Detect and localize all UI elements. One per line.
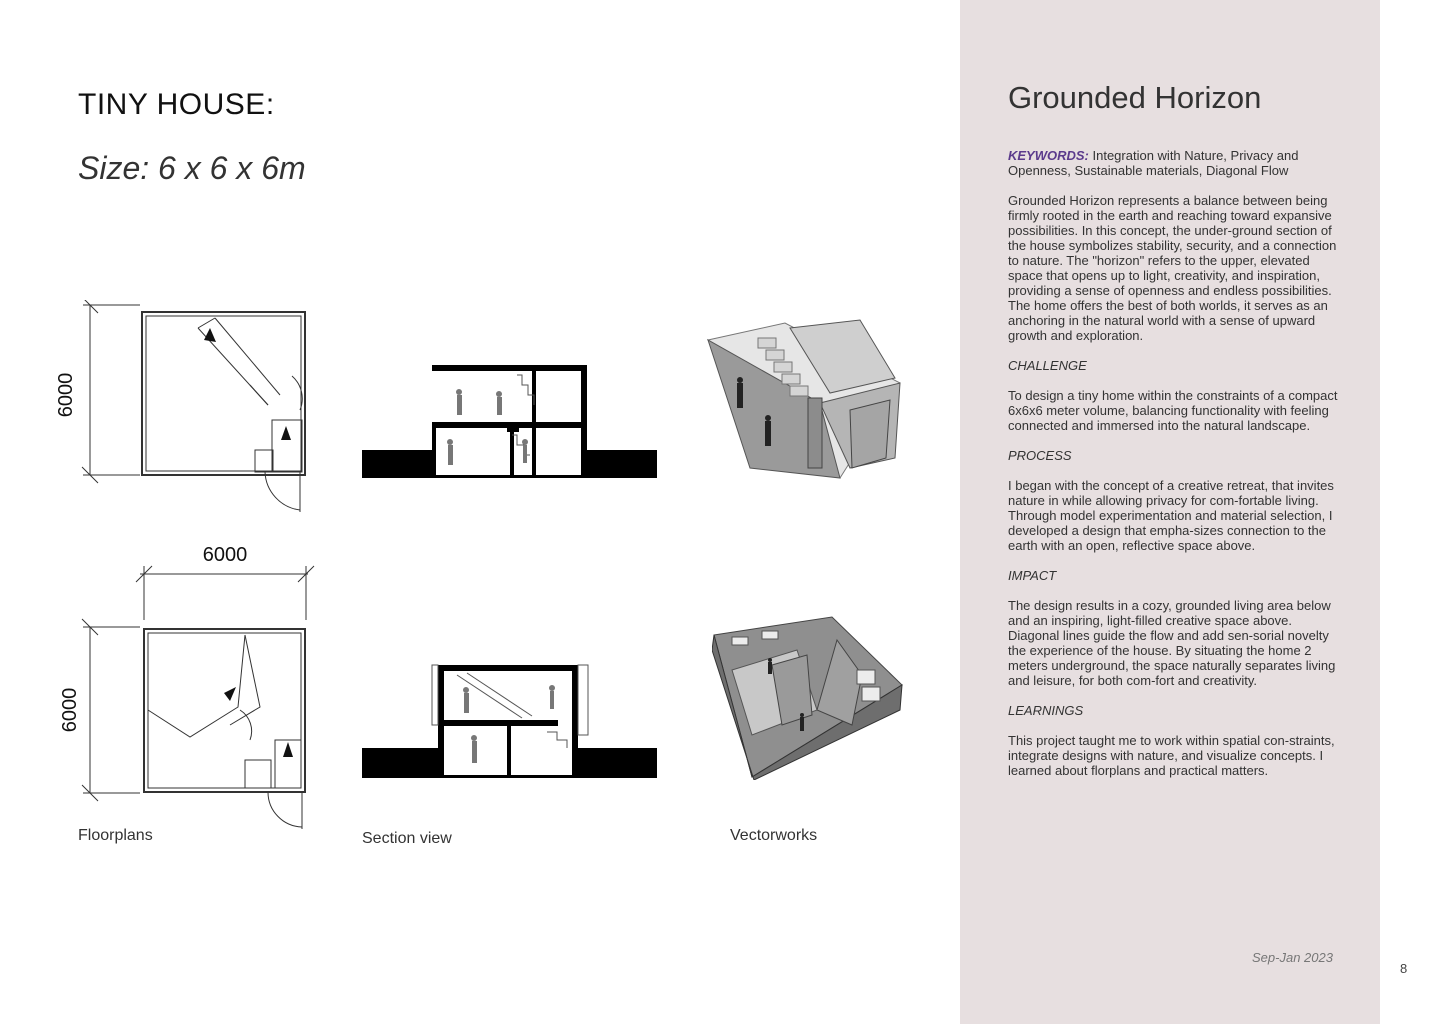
keywords bbox=[1008, 148, 1343, 178]
intro-paragraph: Grounded Horizon represents a balance between being firmly rooted in the earth and reaching toward expansive possibilities. In this concept, the under-ground section of the house symbolizes stability, security, and a connection to nature. The "horizon" refers to the upper, elevated space that opens up to light, creativity, and inspiration, providing a sense of openness and endless possibilities. The home offers the best of both worlds, it serves as an anchoring in the natural world with a sense of upward growth and exploration. bbox=[1008, 193, 1337, 343]
process-heading: PROCESS bbox=[1008, 448, 1072, 463]
page-title: TINY HOUSE: bbox=[78, 88, 275, 121]
keywords-text: Integration with Nature, Privacy and Openness, Sustainable materials, Diagonal Flow bbox=[1008, 148, 1299, 178]
description-panel bbox=[960, 0, 1380, 1024]
floorplan-lower bbox=[50, 615, 310, 835]
dimension-horizontal bbox=[130, 540, 320, 620]
vectorworks-model-lower bbox=[712, 615, 904, 780]
dimension-label: 6000 bbox=[59, 687, 81, 733]
section-lower bbox=[362, 660, 658, 780]
keywords-label: KEYWORDS: bbox=[1008, 148, 1089, 163]
impact-text: The design results in a cozy, grounded living area below and an inspiring, light-filled creative space above. Diagonal lines guide the flow and add sen-sorial novelty the experience of the house. By situating the home 2 meters underground, the space naturally separates living and leisure, for both com-fort and creativity. bbox=[1008, 598, 1336, 688]
size-subtitle: Size: 6 x 6 x 6m bbox=[78, 150, 306, 186]
challenge-text: To design a tiny home within the constraints of a compact 6x6x6 meter volume, balancing functionality with feeling connected and immersed into the natural landscape. bbox=[1008, 388, 1338, 433]
page-number: 8 bbox=[1400, 961, 1408, 976]
caption-vectorworks: Vectorworks bbox=[730, 827, 818, 844]
vectorworks-model-upper bbox=[700, 318, 905, 488]
caption-floorplans: Floorplans bbox=[78, 827, 153, 844]
project-title: Grounded Horizon bbox=[1008, 80, 1262, 115]
project-description bbox=[1008, 148, 1343, 793]
caption-section-view: Section view bbox=[362, 830, 452, 847]
dimension-label: 6000 bbox=[202, 544, 248, 566]
process-text: I began with the concept of a creative retreat, that invites nature in while allowing privacy for com-fortable living. Through model experimentation and material selection, I developed a design that empha-sizes connection to the earth with an open, reflective space above. bbox=[1008, 478, 1334, 553]
dimension-label: 6000 bbox=[55, 372, 77, 418]
project-date: Sep-Jan 2023 bbox=[1252, 950, 1333, 965]
learnings-text: This project taught me to work within spatial con-straints, integrate designs with nature, and visualize concepts. I learned about florplans and practical matters. bbox=[1008, 733, 1335, 778]
section-upper bbox=[362, 360, 658, 480]
floorplan-upper bbox=[50, 300, 310, 515]
impact-heading: IMPACT bbox=[1008, 568, 1057, 583]
learnings-heading: LEARNINGS bbox=[1008, 703, 1084, 718]
challenge-heading: CHALLENGE bbox=[1008, 358, 1087, 373]
